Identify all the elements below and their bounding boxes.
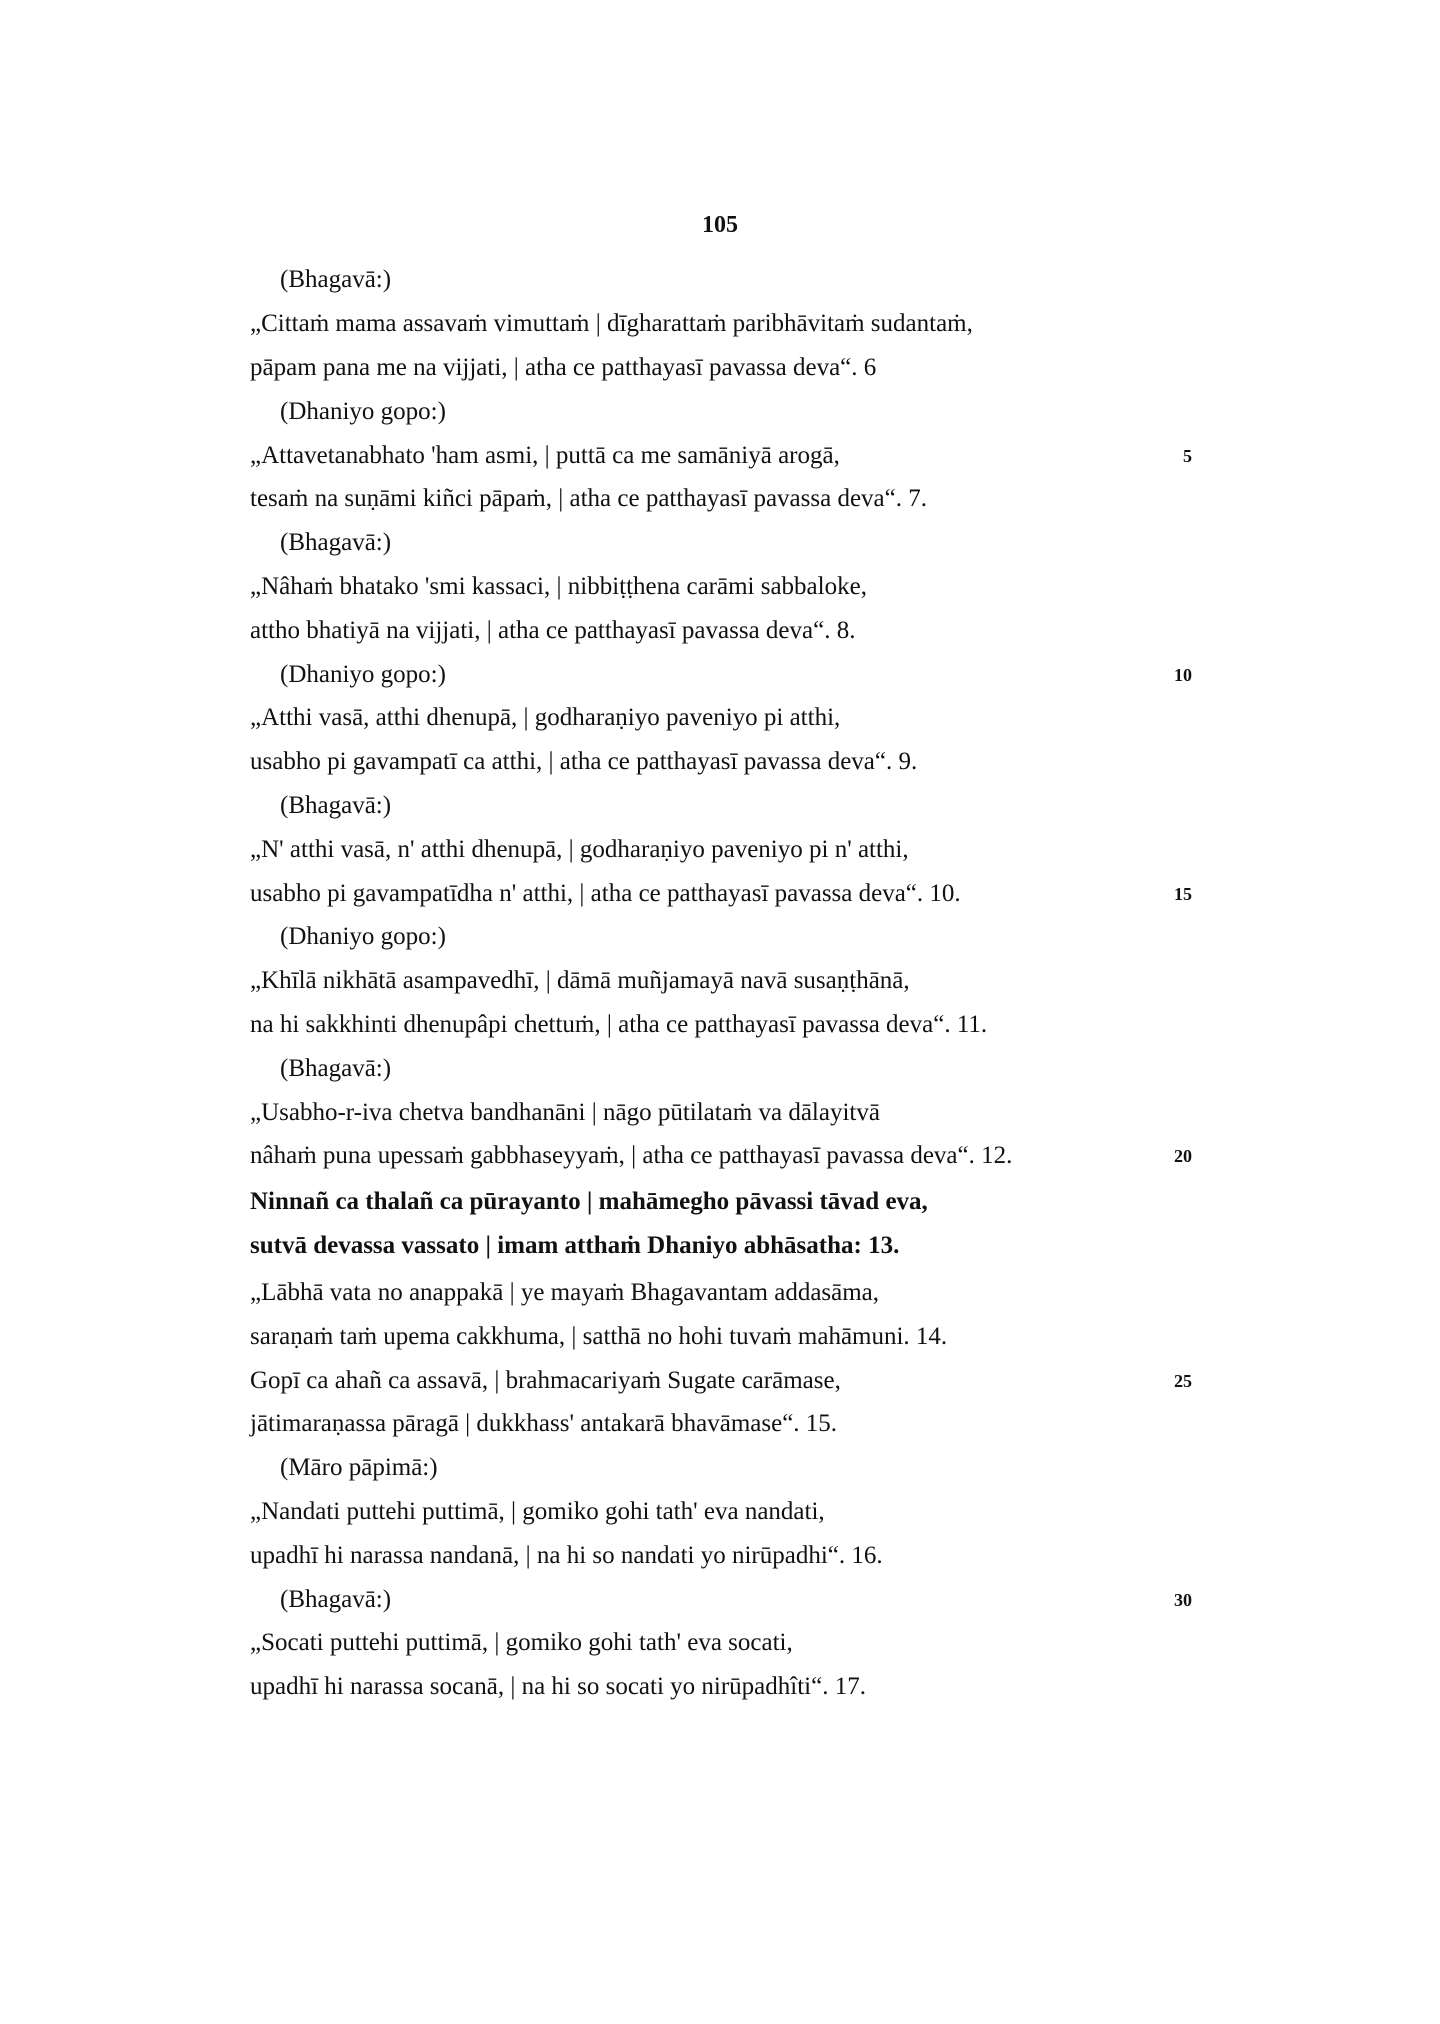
- verse-line: saraṇaṁ taṁ upema cakkhuma, | satthā no hohi tuvaṁ mahāmuni. 14.: [250, 1323, 948, 1350]
- verse-line: nâhaṁ puna upessaṁ gabbhaseyyaṁ, | atha ce patthayasī pavassa deva“. 12.: [250, 1142, 1013, 1169]
- verse-line: „Atthi vasā, atthi dhenupā, | godharaṇiyo paveniyo pi atthi,: [250, 704, 841, 731]
- verse-line: „Cittaṁ mama assavaṁ vimuttaṁ | dīgharattaṁ paribhāvitaṁ sudantaṁ,: [250, 310, 973, 337]
- speaker-label: (Dhaniyo gopo:): [280, 398, 446, 425]
- speaker-label: (Bhagavā:): [280, 266, 392, 293]
- verse-line: „Khīlā nikhātā asampavedhī, | dāmā muñjamayā navā susaṇṭhānā,: [250, 967, 910, 994]
- verse-line: „Lābhā vata no anappakā | ye mayaṁ Bhagavantam addasāma,: [250, 1279, 880, 1306]
- verse-line: pāpam pana me na vijjati, | atha ce patthayasī pavassa deva“. 6: [250, 354, 877, 381]
- speaker-label: (Dhaniyo gopo:): [280, 923, 446, 950]
- verse-line: „Usabho-r-iva chetva bandhanāni | nāgo pūtilataṁ va dālayitvā: [250, 1099, 880, 1126]
- verse-line: „N' atthi vasā, n' atthi dhenupā, | godharaṇiyo paveniyo pi n' atthi,: [250, 836, 909, 863]
- margin-line-number: 30: [1174, 1590, 1192, 1610]
- narrative-line: Ninnañ ca thalañ ca pūrayanto | mahāmegho pāvassi tāvad eva,: [250, 1188, 928, 1215]
- verse-line: „Nandati puttehi puttimā, | gomiko gohi tath' eva nandati,: [250, 1498, 825, 1525]
- verse-line: jātimaraṇassa pāragā | dukkhass' antakarā bhavāmase“. 15.: [250, 1410, 838, 1437]
- verse-line: upadhī hi narassa nandanā, | na hi so nandati yo nirūpadhi“. 16.: [250, 1542, 883, 1569]
- margin-line-number: 15: [1174, 884, 1192, 904]
- page-number: 105: [702, 212, 738, 238]
- speaker-label: (Bhagavā:): [280, 792, 392, 819]
- margin-line-number: 5: [1183, 446, 1192, 466]
- margin-line-number: 20: [1174, 1146, 1192, 1166]
- verse-line: „Nâhaṁ bhatako 'smi kassaci, | nibbiṭṭhena carāmi sabbaloke,: [250, 573, 867, 600]
- speaker-label: (Dhaniyo gopo:): [280, 661, 446, 688]
- verse-line: Gopī ca ahañ ca assavā, | brahmacariyaṁ Sugate carāmase,: [250, 1367, 841, 1394]
- speaker-label: (Bhagavā:): [280, 1055, 392, 1082]
- verse-line: „Attavetanabhato 'ham asmi, | puttā ca me samāniyā arogā,: [250, 442, 840, 469]
- verse-line: usabho pi gavampatīdha n' atthi, | atha ce patthayasī pavassa deva“. 10.: [250, 880, 961, 907]
- verse-line: tesaṁ na suṇāmi kiñci pāpaṁ, | atha ce patthayasī pavassa deva“. 7.: [250, 485, 927, 512]
- speaker-label: (Bhagavā:): [280, 1586, 392, 1613]
- margin-line-number: 10: [1174, 665, 1192, 685]
- narrative-line: sutvā devassa vassato | imam atthaṁ Dhaniyo abhāsatha: 13.: [250, 1232, 900, 1259]
- verse-line: attho bhatiyā na vijjati, | atha ce patthayasī pavassa deva“. 8.: [250, 617, 856, 644]
- margin-line-number: 25: [1174, 1371, 1192, 1391]
- speaker-label: (Bhagavā:): [280, 529, 392, 556]
- verse-line: na hi sakkhinti dhenupâpi chettuṁ, | atha ce patthayasī pavassa deva“. 11.: [250, 1011, 988, 1038]
- verse-line: „Socati puttehi puttimā, | gomiko gohi tath' eva socati,: [250, 1629, 793, 1656]
- verse-line: usabho pi gavampatī ca atthi, | atha ce patthayasī pavassa deva“. 9.: [250, 748, 918, 775]
- speaker-label: (Māro pāpimā:): [280, 1454, 438, 1481]
- verse-line: upadhī hi narassa socanā, | na hi so socati yo nirūpadhîti“. 17.: [250, 1673, 866, 1700]
